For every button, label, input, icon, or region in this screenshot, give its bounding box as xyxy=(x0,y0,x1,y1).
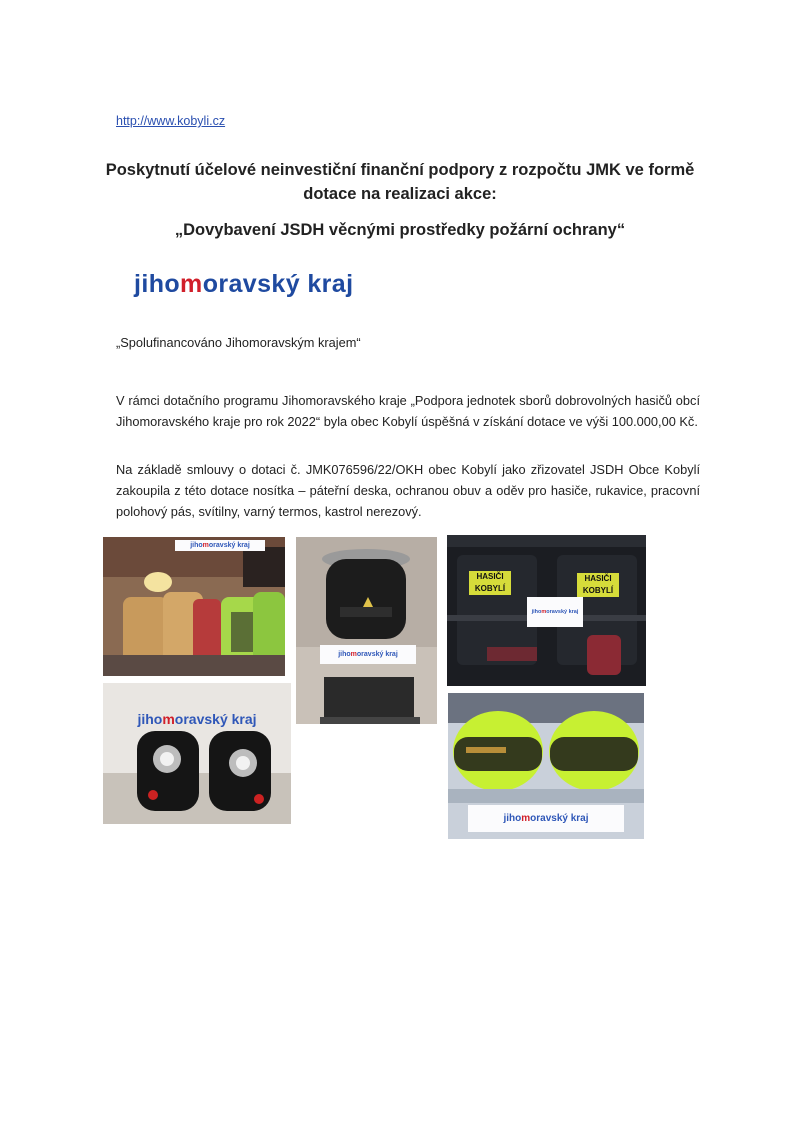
paragraph-grant: V rámci dotačního programu Jihomoravského kraje „Podpora jednotek sborů dobrovolných hasičů obcí Jihomoravského kraje pro rok 2022“ byla obec Kobylí úspěšná v získání dotace ve výši 100.000,00 Kč. xyxy=(116,393,700,429)
logo-text-part: jiho xyxy=(134,270,181,298)
cofunding-note: „Spolufinancováno Jihomoravským krajem“ xyxy=(116,335,361,350)
vest-label: HASIČI KOBYLÍ xyxy=(474,572,506,593)
sign-jmk: jihomoravský kraj xyxy=(320,645,416,664)
vest-label: HASIČI KOBYLÍ xyxy=(582,574,614,595)
logo-text-accent: m xyxy=(180,270,203,298)
photo-protective-gear xyxy=(103,683,291,824)
website-link[interactable]: http://www.kobyli.cz xyxy=(116,114,226,128)
paragraph-purchase: Na základě smlouvy o dotaci č. JMK076596/22/OKH obec Kobylí jako zřizovatel JSDH Obce Kobylí zakoupila z této dotace nosítka – páteřní deska, ochranou obuv a oděv pro hasiče, rukavice, pracovní polohový pás, svítilny, varný termos, kastrol nerezový. xyxy=(116,462,700,519)
action-name: „Dovybavení JSDH věcnými prostředky požární ochrany“ xyxy=(174,221,626,239)
sign-jmk: jihomoravský kraj xyxy=(527,597,583,627)
logo-text-part: oravský kraj xyxy=(202,270,354,298)
photo-soup-kettle xyxy=(296,537,437,724)
photo-helmets xyxy=(448,693,644,839)
sign-jmk: jihomoravský kraj xyxy=(137,711,257,727)
sign-jmk: jihomoravský kraj xyxy=(175,540,265,551)
photo-gloves xyxy=(103,537,285,676)
sign-jmk: jihomoravský kraj xyxy=(468,805,624,832)
photo-firefighter-suits xyxy=(447,535,646,686)
document-title: Poskytnutí účelové neinvestiční finanční podpory z rozpočtu JMK ve formě dotace na realizaci akce: xyxy=(105,161,695,203)
jmk-logo xyxy=(134,270,353,299)
